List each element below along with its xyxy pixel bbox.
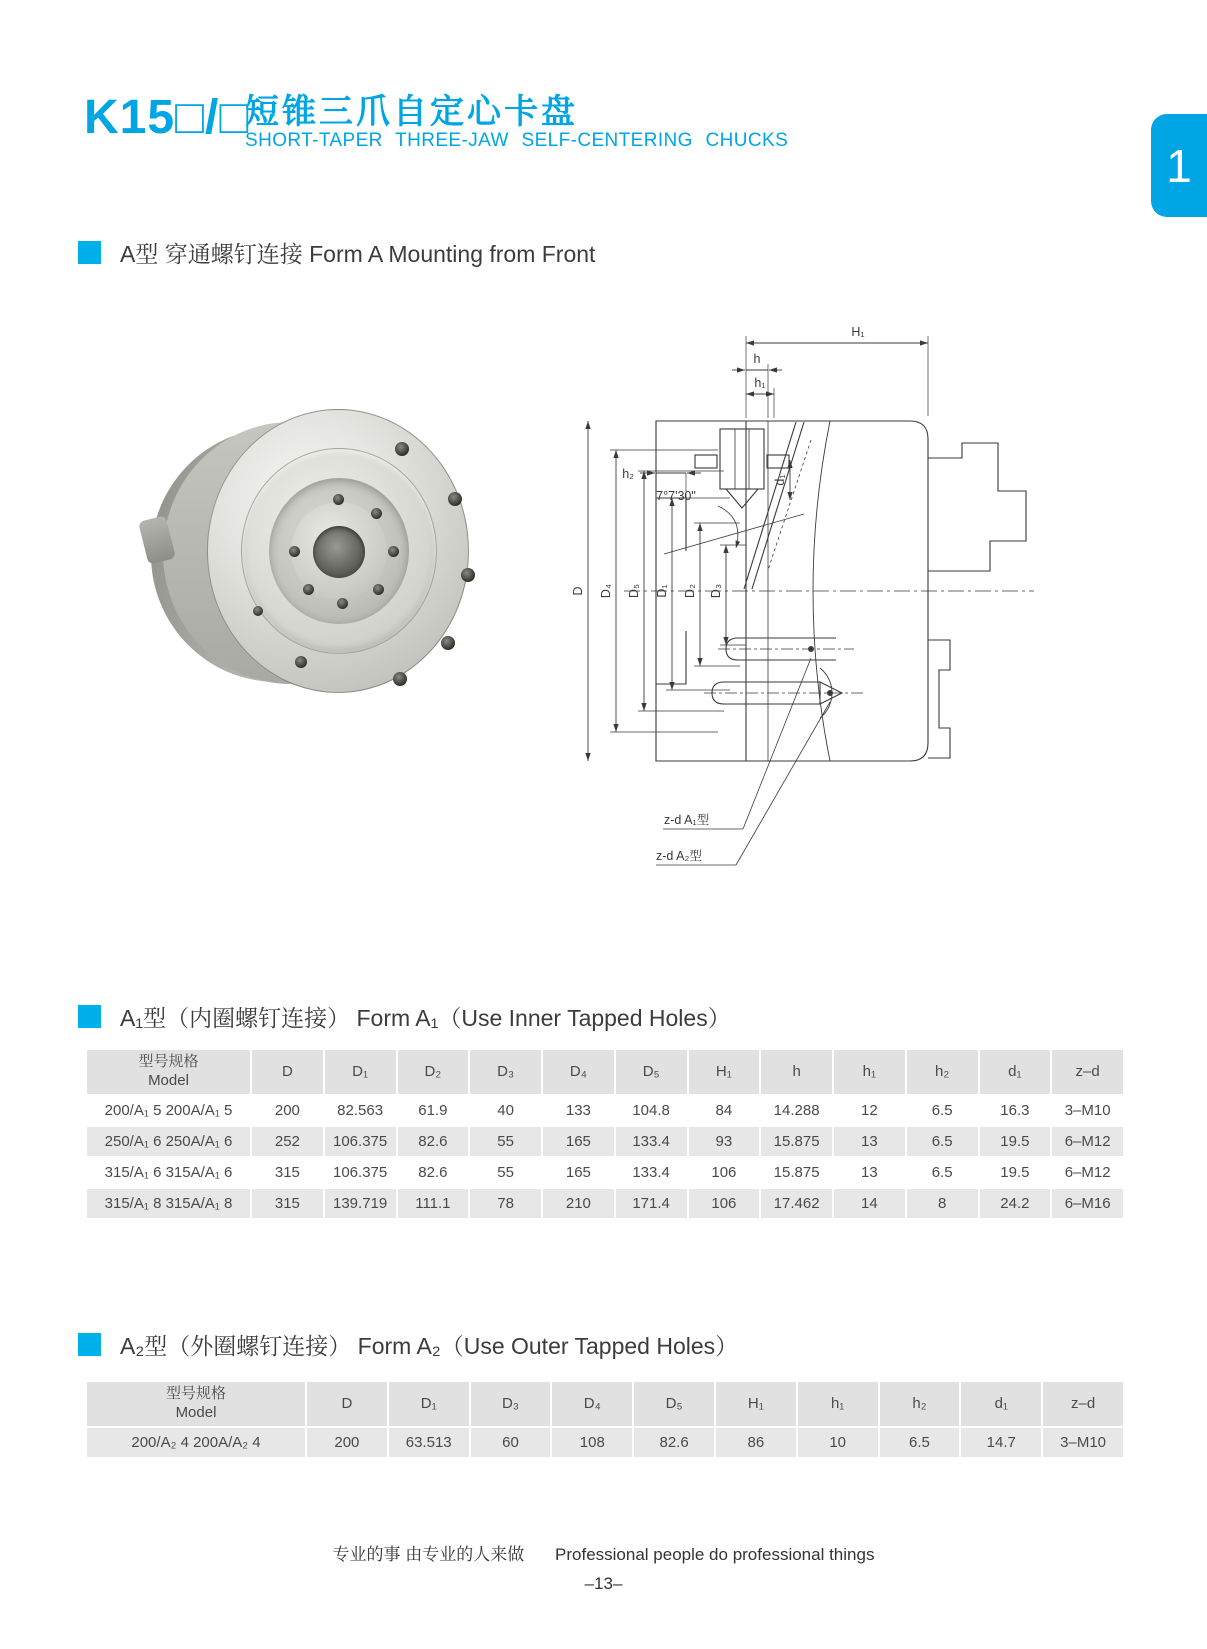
chapter-tab — [1151, 114, 1207, 217]
column-header: D — [306, 1381, 388, 1427]
bolt-hole — [395, 442, 409, 456]
column-header: z–d — [1051, 1049, 1124, 1095]
table-row — [86, 1427, 1124, 1458]
value-cell: 13 — [833, 1157, 906, 1188]
section-label: A₁型（内圈螺钉连接） Form A₁（Use Inner Tapped Holes） — [120, 1005, 731, 1031]
column-header: D₁ — [388, 1381, 470, 1427]
value-cell: 6.5 — [906, 1095, 979, 1126]
value-cell: 14.7 — [960, 1427, 1042, 1458]
value-cell: 15.875 — [760, 1126, 833, 1157]
column-header: z–d — [1042, 1381, 1124, 1427]
value-cell: 55 — [469, 1126, 542, 1157]
column-header: d₁ — [960, 1381, 1042, 1427]
value-cell: 315 — [251, 1188, 324, 1219]
value-cell: 106.375 — [324, 1126, 397, 1157]
page-title-zh: 短锥三爪自定心卡盘 — [245, 93, 578, 131]
column-header: D — [251, 1049, 324, 1095]
value-cell: 61.9 — [397, 1095, 470, 1126]
table-row — [86, 1188, 1124, 1219]
value-cell: 111.1 — [397, 1188, 470, 1219]
value-cell: 17.462 — [760, 1188, 833, 1219]
dim-label-h2: h₂ — [622, 467, 634, 481]
bolt-hole — [388, 546, 399, 557]
bolt-hole — [337, 598, 348, 609]
value-cell: 6.5 — [879, 1427, 961, 1458]
page-number: –13– — [584, 1574, 623, 1593]
bolt-hole — [373, 584, 384, 595]
footer-slogan — [0, 1540, 1207, 1565]
value-cell: 63.513 — [388, 1427, 470, 1458]
value-cell: 8 — [906, 1188, 979, 1219]
value-cell: 6.5 — [906, 1157, 979, 1188]
bolt-hole — [461, 568, 475, 582]
model-cell: 250/A₁ 6 250A/A₁ 6 — [86, 1126, 251, 1157]
column-header: h₂ — [879, 1381, 961, 1427]
value-cell: 133 — [542, 1095, 615, 1126]
value-cell: 315 — [251, 1157, 324, 1188]
section-form-a1 — [78, 1000, 731, 1033]
column-header: d₁ — [979, 1049, 1052, 1095]
value-cell: 55 — [469, 1157, 542, 1188]
value-cell: 165 — [542, 1126, 615, 1157]
dim-label-H1: H₁ — [851, 325, 865, 339]
column-header: H₁ — [688, 1049, 761, 1095]
dim-label-D1: D₁ — [655, 584, 669, 598]
model-cell: 200/A₁ 5 200A/A₁ 5 — [86, 1095, 251, 1126]
value-cell: 14 — [833, 1188, 906, 1219]
dim-label-h: h — [753, 352, 761, 366]
bolt-hole — [253, 606, 263, 616]
dim-label-d1: d₁ — [773, 474, 787, 486]
value-cell: 86 — [715, 1427, 797, 1458]
model-cell: 315/A₁ 8 315A/A₁ 8 — [86, 1188, 251, 1219]
value-cell: 82.6 — [397, 1157, 470, 1188]
section-bullet-icon — [78, 1005, 101, 1028]
value-cell: 93 — [688, 1126, 761, 1157]
value-cell: 16.3 — [979, 1095, 1052, 1126]
value-cell: 106 — [688, 1188, 761, 1219]
value-cell: 24.2 — [979, 1188, 1052, 1219]
bolt-hole — [303, 584, 314, 595]
footer-slogan-en: Professional people do professional things — [555, 1545, 875, 1564]
value-cell: 13 — [833, 1126, 906, 1157]
section-label: A₂型（外圈螺钉连接） Form A₂（Use Outer Tapped Holes） — [120, 1333, 739, 1359]
value-cell: 6–M16 — [1051, 1188, 1124, 1219]
value-cell: 6.5 — [906, 1126, 979, 1157]
value-cell: 252 — [251, 1126, 324, 1157]
column-header: h₁ — [797, 1381, 879, 1427]
section-label: A型 穿通螺钉连接 Form A Mounting from Front — [120, 241, 596, 267]
value-cell: 106.375 — [324, 1157, 397, 1188]
callout-zd-a2: z-d A₂型 — [656, 849, 702, 863]
value-cell: 165 — [542, 1157, 615, 1188]
value-cell: 60 — [470, 1427, 552, 1458]
bolt-hole — [295, 656, 307, 668]
chuck-center-bore — [313, 526, 365, 578]
model-column-header — [86, 1381, 306, 1427]
value-cell: 6–M12 — [1051, 1126, 1124, 1157]
column-header: D₂ — [397, 1049, 470, 1095]
column-header: h₁ — [833, 1049, 906, 1095]
section-form-a — [78, 236, 595, 269]
bolt-hole — [441, 636, 455, 650]
value-cell: 106 — [688, 1157, 761, 1188]
value-cell: 104.8 — [615, 1095, 688, 1126]
dim-label-h1: h₁ — [754, 376, 766, 390]
value-cell: 15.875 — [760, 1157, 833, 1188]
value-cell: 139.719 — [324, 1188, 397, 1219]
value-cell: 3–M10 — [1051, 1095, 1124, 1126]
column-header: D₁ — [324, 1049, 397, 1095]
chapter-number: 1 — [1166, 139, 1192, 192]
section-bullet-icon — [78, 241, 101, 264]
dim-label-D3: D₃ — [709, 583, 723, 599]
table-row — [86, 1157, 1124, 1188]
table-row — [86, 1126, 1124, 1157]
column-header: h — [760, 1049, 833, 1095]
value-cell: 12 — [833, 1095, 906, 1126]
dim-label-D: D — [571, 586, 585, 596]
column-header: D₅ — [615, 1049, 688, 1095]
footer-slogan-zh: 专业的事 由专业的人来做 — [332, 1545, 525, 1564]
column-header: D₄ — [542, 1049, 615, 1095]
column-header: D₄ — [551, 1381, 633, 1427]
value-cell: 133.4 — [615, 1126, 688, 1157]
value-cell: 78 — [469, 1188, 542, 1219]
value-cell: 133.4 — [615, 1157, 688, 1188]
dim-label-D2: D₂ — [683, 584, 697, 598]
value-cell: 210 — [542, 1188, 615, 1219]
value-cell: 200 — [306, 1427, 388, 1458]
model-code: K15□/□ — [84, 91, 250, 144]
bolt-hole — [371, 508, 382, 519]
table-row — [86, 1095, 1124, 1126]
value-cell: 10 — [797, 1427, 879, 1458]
value-cell: 82.6 — [397, 1126, 470, 1157]
model-column-header-line: 型号规格 — [138, 1053, 199, 1071]
model-column-header-line: Model — [175, 1404, 217, 1421]
value-cell: 14.288 — [760, 1095, 833, 1126]
model-column-header-line: Model — [148, 1072, 189, 1089]
spec-table-a1 — [85, 1048, 1125, 1220]
value-cell: 40 — [469, 1095, 542, 1126]
column-header: H₁ — [715, 1381, 797, 1427]
column-header: h₂ — [906, 1049, 979, 1095]
value-cell: 200 — [251, 1095, 324, 1126]
chuck-photo — [145, 400, 475, 700]
model-column-header-line: 型号规格 — [165, 1385, 226, 1403]
value-cell: 108 — [551, 1427, 633, 1458]
bolt-hole — [448, 492, 462, 506]
value-cell: 171.4 — [615, 1188, 688, 1219]
value-cell: 6–M12 — [1051, 1157, 1124, 1188]
technical-drawing — [568, 308, 1040, 870]
model-cell: 200/A₂ 4 200A/A₂ 4 — [86, 1427, 306, 1458]
value-cell: 82.6 — [633, 1427, 715, 1458]
bolt-hole — [333, 494, 344, 505]
column-header: D₃ — [469, 1049, 542, 1095]
value-cell: 19.5 — [979, 1157, 1052, 1188]
bolt-hole — [289, 546, 300, 557]
value-cell: 19.5 — [979, 1126, 1052, 1157]
column-header: D₅ — [633, 1381, 715, 1427]
model-cell: 315/A₁ 6 315A/A₁ 6 — [86, 1157, 251, 1188]
page-title-en: SHORT-TAPER THREE-JAW SELF-CENTERING CHUCKS — [245, 130, 789, 151]
value-cell: 84 — [688, 1095, 761, 1126]
bolt-hole — [393, 672, 407, 686]
value-cell: 3–M10 — [1042, 1427, 1124, 1458]
section-form-a2 — [78, 1328, 738, 1361]
callout-zd-a1: z-d A₁型 — [664, 813, 710, 827]
dim-label-angle: 7°7'30" — [656, 489, 696, 503]
value-cell: 82.563 — [324, 1095, 397, 1126]
dim-label-D4: D₄ — [599, 583, 613, 599]
model-column-header — [86, 1049, 251, 1095]
spec-table-a2 — [85, 1380, 1125, 1459]
dim-label-D5: D₅ — [627, 583, 641, 599]
section-bullet-icon — [78, 1333, 101, 1356]
column-header: D₃ — [470, 1381, 552, 1427]
